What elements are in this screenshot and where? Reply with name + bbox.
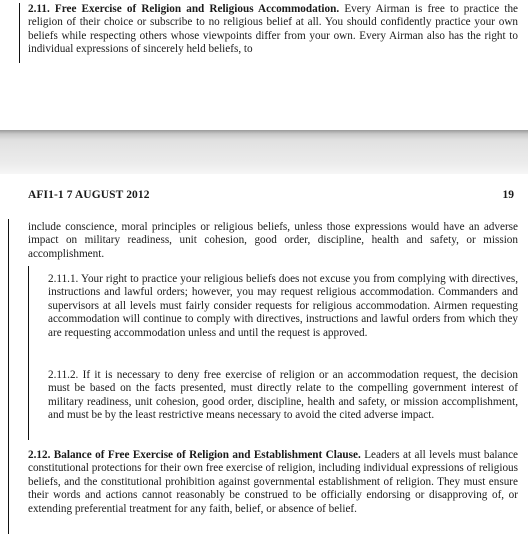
section-2-12-paragraph <box>28 449 518 516</box>
continuation-paragraph: include conscience, moral principles or religious beliefs, unless those expressions would have an adverse impact on military readiness, unit cohesion, good order, discipline, health and safety, or mission accomplishment. <box>28 221 518 260</box>
section-2-11-paragraph <box>28 3 518 57</box>
subsection-2-11-1: 2.11.1. Your right to practice your religious beliefs does not excuse you from complying with directives, instructions and lawful orders; however, you may request religious accommodation. Commanders and supervisors at all levels must fairly consider requests for religious accommodation. Airmen requesting accommodation will continue to comply with directives, instructions and lawful orders from which they are requesting accommodation unless and until the request is approved. <box>48 273 518 339</box>
page-number: 19 <box>502 189 514 201</box>
section-2-11-text: Every Airman is free to practice the religion of their choice or subscribe to no religious belief at all. You should confidently practice your own beliefs while respecting others whose viewpoints differ from your own. Every Airman also has the right to individual expressions of sincerely held beliefs, to <box>28 3 519 56</box>
page-break-gap <box>0 130 528 174</box>
subsection-2-11-2: 2.11.2. If it is necessary to deny free exercise of religion or an accommodation request, the decision must be based on the facts presented, must directly relate to the compelling government interest of military readiness, unit cohesion, good order, discipline, health and safety, or mission accomplishment, and must be by the least restrictive means necessary to avoid the cited adverse impact. <box>48 369 518 422</box>
change-bar-top <box>19 3 20 63</box>
change-bar-main <box>8 219 9 534</box>
section-2-12-text: Leaders at all levels must balance constitutional protections for their own free exercise of religion, including individual expressions of religious beliefs, and the constitutional prohibition against governmental establishment of religion. They must ensure their words and actions cannot reasonably be construed to be officially endorsing or disapproving of, or extending preferential treatment for any faith, belief, or absence of belief. <box>28 449 519 515</box>
running-header-doc-id: AFI1-1 7 AUGUST 2012 <box>28 189 150 201</box>
section-2-12-heading: 2.12. Balance of Free Exercise of Religion and Establishment Clause. <box>28 449 361 461</box>
section-2-11-heading: 2.11. Free Exercise of Religion and Religious Accommodation. <box>28 3 340 15</box>
change-bar-sub <box>28 266 29 440</box>
